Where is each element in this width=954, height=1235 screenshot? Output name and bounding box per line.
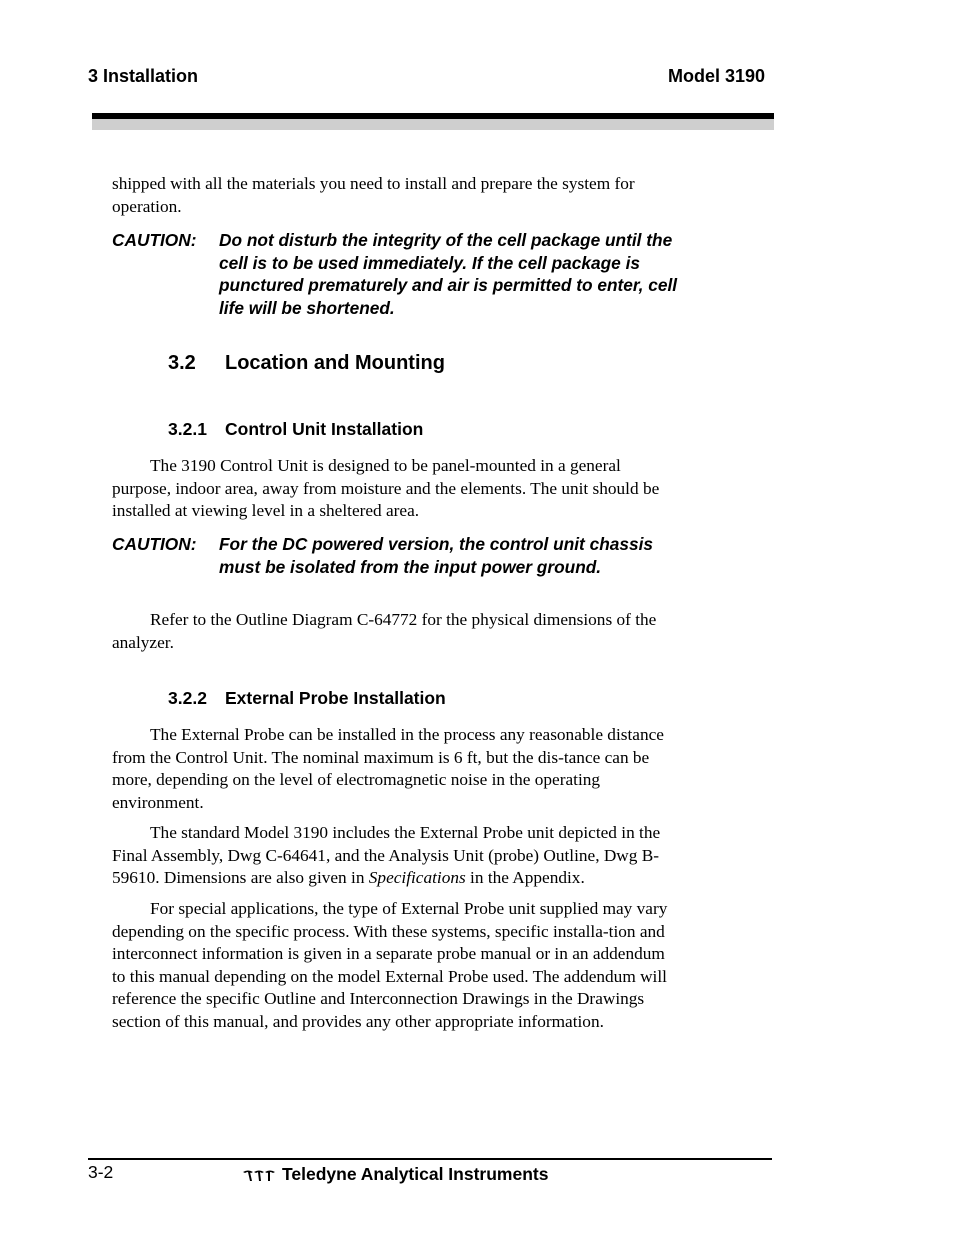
section-heading-3-2 — [168, 352, 445, 375]
section-number: 3.2 — [168, 352, 196, 374]
caution-text: For the DC powered version, the control unit chassis must be isolated from the input power ground. — [219, 534, 654, 577]
running-header-section: 3 Installation — [88, 66, 199, 86]
subsection-heading-3-2-2 — [168, 688, 446, 709]
subsection-title: External Probe Installation — [225, 688, 446, 708]
header-rule — [92, 113, 774, 119]
footer-rule — [88, 1158, 772, 1160]
specifications-reference: Specifications — [368, 868, 466, 887]
external-probe-paragraph-1 — [112, 724, 682, 814]
header-rule-shadow — [92, 119, 774, 130]
footer-brand — [242, 1164, 548, 1185]
caution-cell-package — [112, 229, 702, 321]
section-title: Location and Mounting — [225, 352, 445, 374]
external-probe-text-2 — [112, 822, 682, 890]
paragraph-text: in the Appendix. — [465, 868, 585, 887]
caution-dc-power — [112, 533, 702, 603]
subsection-number: 3.2.2 — [168, 688, 207, 708]
subsection-number: 3.2.1 — [168, 419, 207, 439]
page-number: 3-2 — [88, 1162, 114, 1182]
paragraph-text: The standard Model 3190 includes the External Probe unit depicted in the Final Assembly, Dwg C-64641, and the Analysis Unit (probe) Outline, Dwg B-59610. Dimensions are also given in — [112, 823, 661, 887]
running-header-model: Model 3190 — [668, 66, 766, 86]
external-probe-paragraph-3 — [112, 898, 682, 1033]
caution-label: CAUTION: — [112, 230, 197, 250]
outline-diagram-text: Refer to the Outline Diagram C-64772 for the physical dimensions of the analyzer. — [112, 610, 657, 652]
brand-name: Teledyne Analytical Instruments — [282, 1164, 549, 1184]
outline-diagram-paragraph — [112, 609, 682, 654]
external-probe-text-1: The External Probe can be installed in the process any reasonable distance from the Control Unit. The nominal maximum is 6 ft, but the dis-tance can be more, depending on the level of electromagnetic noise in the operating environment. — [112, 725, 664, 812]
subsection-heading-3-2-1 — [168, 419, 423, 440]
external-probe-paragraph-2 — [112, 822, 682, 890]
subsection-title: Control Unit Installation — [225, 419, 424, 439]
caution-text: Do not disturb the integrity of the cell package until the cell is to be used immediately. If the cell package is punctured prematurely and air is permitted to enter, cell life will be shortened. — [219, 230, 678, 318]
caution-label: CAUTION: — [112, 534, 197, 554]
control-unit-text: The 3190 Control Unit is designed to be panel-mounted in a general purpose, indoor area, away from moisture and the elements. The unit should be installed at viewing level in a sheltered area. — [112, 456, 660, 520]
teledyne-logo-icon — [242, 1168, 276, 1182]
intro-paragraph — [112, 173, 682, 218]
external-probe-text-3: For special applications, the type of External Probe unit supplied may vary depending on the specific process. With these systems, specific installa-tion and interconnect information is given in a separate probe manual or in an addendum to this manual depending on the model External Probe used. The addendum will reference the specific Outline and Interconnection Drawings in the Drawings section of this manual, and provides any other appropriate information. — [112, 899, 668, 1031]
control-unit-paragraph — [112, 455, 682, 523]
intro-text: shipped with all the materials you need to install and prepare the system for operation. — [112, 174, 635, 216]
